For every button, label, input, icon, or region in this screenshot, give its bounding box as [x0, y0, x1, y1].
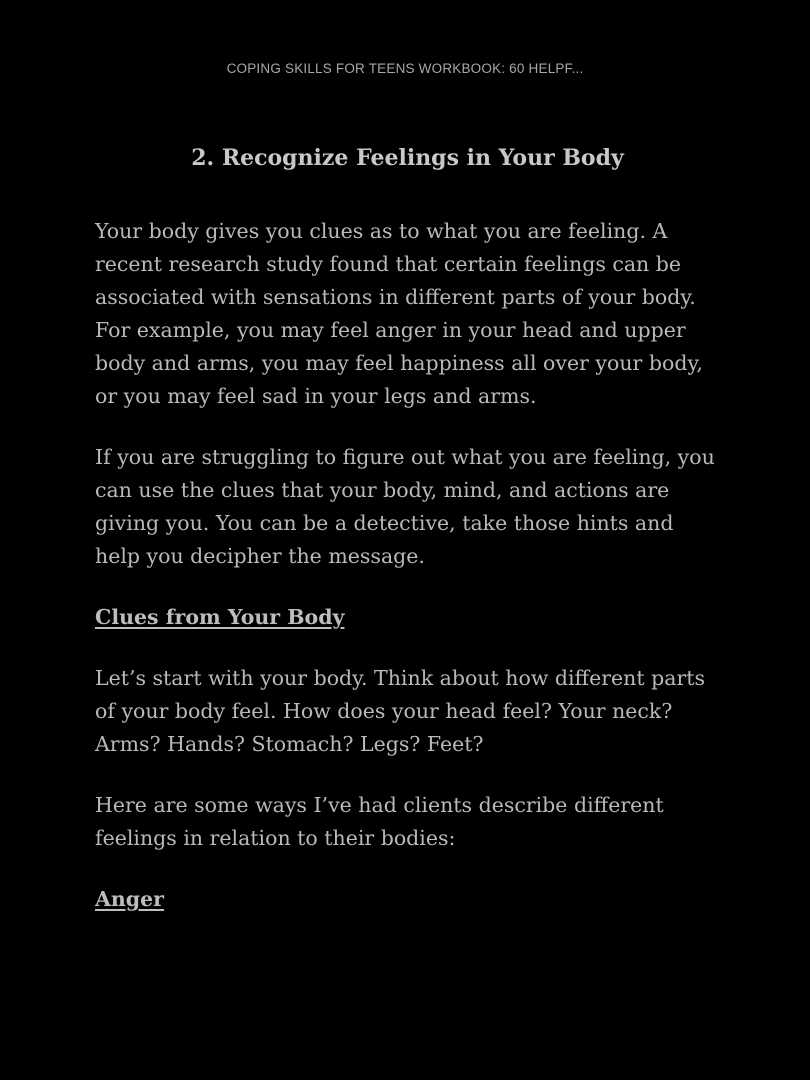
- page-content: [95, 136, 720, 944]
- paragraph: Your body gives you clues as to what you are feeling. A recent research study found that certain feelings can be associated with sensations in different parts of your body. For example, you may feel anger in your head and upper body and arms, you may feel happiness all over your body, or you may feel sad in your legs and arms.: [95, 219, 703, 408]
- section-subheading: Anger: [95, 887, 164, 911]
- paragraph: Here are some ways I’ve had clients describe different feelings in relation to their bodies:: [95, 793, 664, 850]
- running-header: COPING SKILLS FOR TEENS WORKBOOK: 60 HELPF...: [226, 61, 584, 76]
- chapter-title: 2. Recognize Feelings in Your Body: [191, 145, 624, 171]
- paragraph: Let’s start with your body. Think about how different parts of your body feel. How does your head feel? Your neck? Arms? Hands? Stomach? Legs? Feet?: [95, 666, 706, 756]
- paragraph: If you are struggling to figure out what you are feeling, you can use the clues that your body, mind, and actions are giving you. You can be a detective, take those hints and help you decipher the message.: [95, 445, 715, 568]
- section-subheading: Clues from Your Body: [95, 605, 345, 629]
